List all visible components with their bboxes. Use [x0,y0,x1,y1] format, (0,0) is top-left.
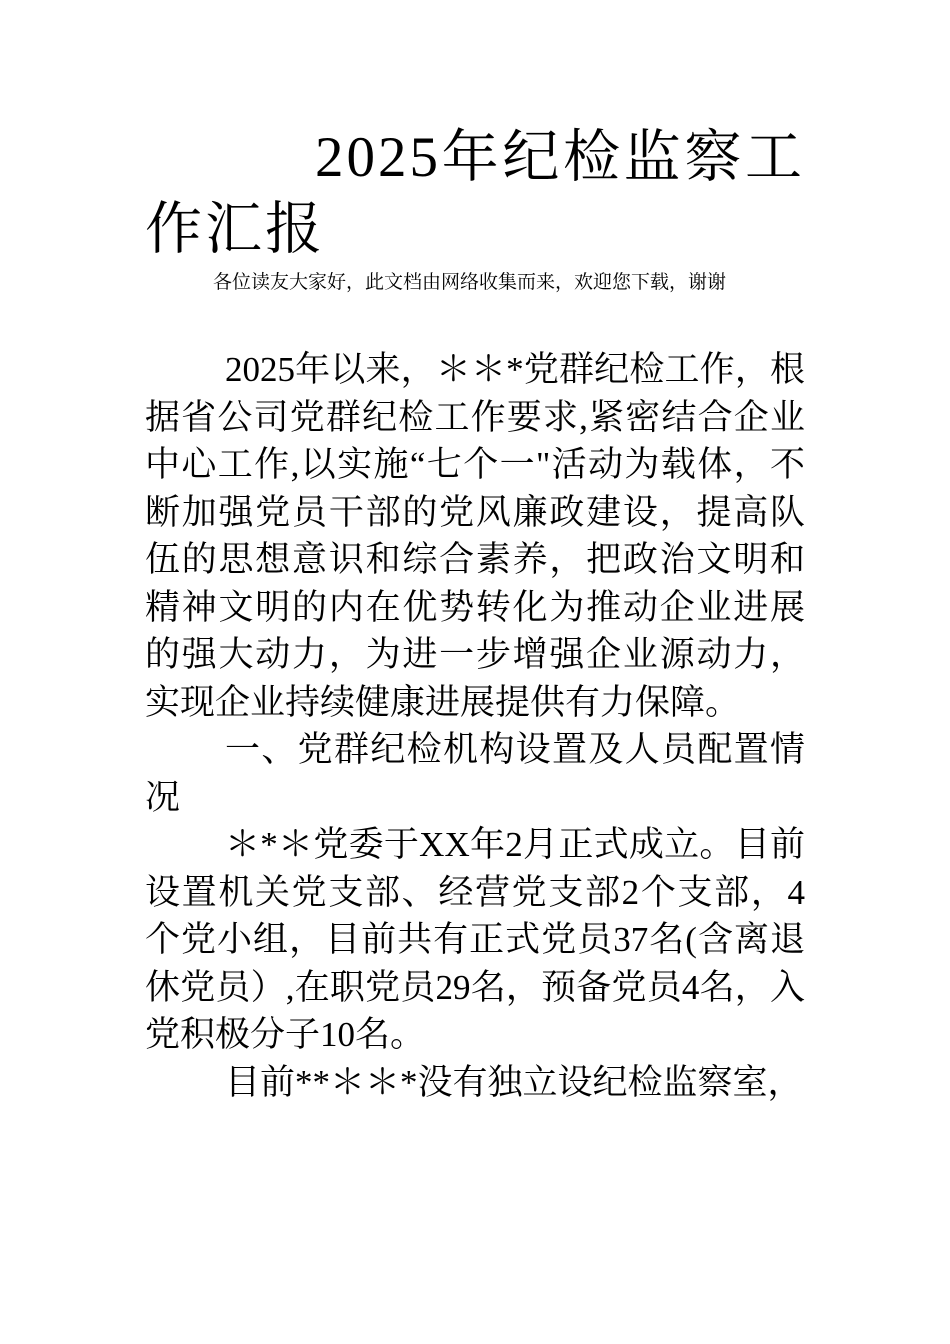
paragraph-intro: 2025年以来，＊＊*党群纪检工作，根据省公司党群纪检工作要求,紧密结合企业中心工作,以实施“七个一"活动为载体，不断加强党员干部的党风廉政建设，提高队伍的思想意识和综合素养，把政治文明和精神文明的内在优势转化为推动企业进展的强大动力，为进一步增强企业源动力，实现企业持续健康进展提供有力保障。 [145,350,805,722]
paragraph-discipline-office: 目前**＊＊*没有独立设纪检监察室， [225,1062,803,1102]
document-title: 2025年纪检监察工作汇报 [145,126,805,261]
section-heading-1: 一、党群纪检机构设置及人员配置情况 [145,730,805,817]
download-note: 各位读友大家好，此文档由网络收集而来，欢迎您下载，谢谢 [213,272,727,293]
paragraph-party-committee: ＊*＊党委于XX年2月正式成立。目前设置机关党支部、经营党支部2个支部，4个党小组，目前共有正式党员37名(含离退休党员）,在职党员29名，预备党员4名，入党积极分子10名。 [145,825,805,1054]
document-content [145,122,805,1106]
document-body [145,346,805,1106]
